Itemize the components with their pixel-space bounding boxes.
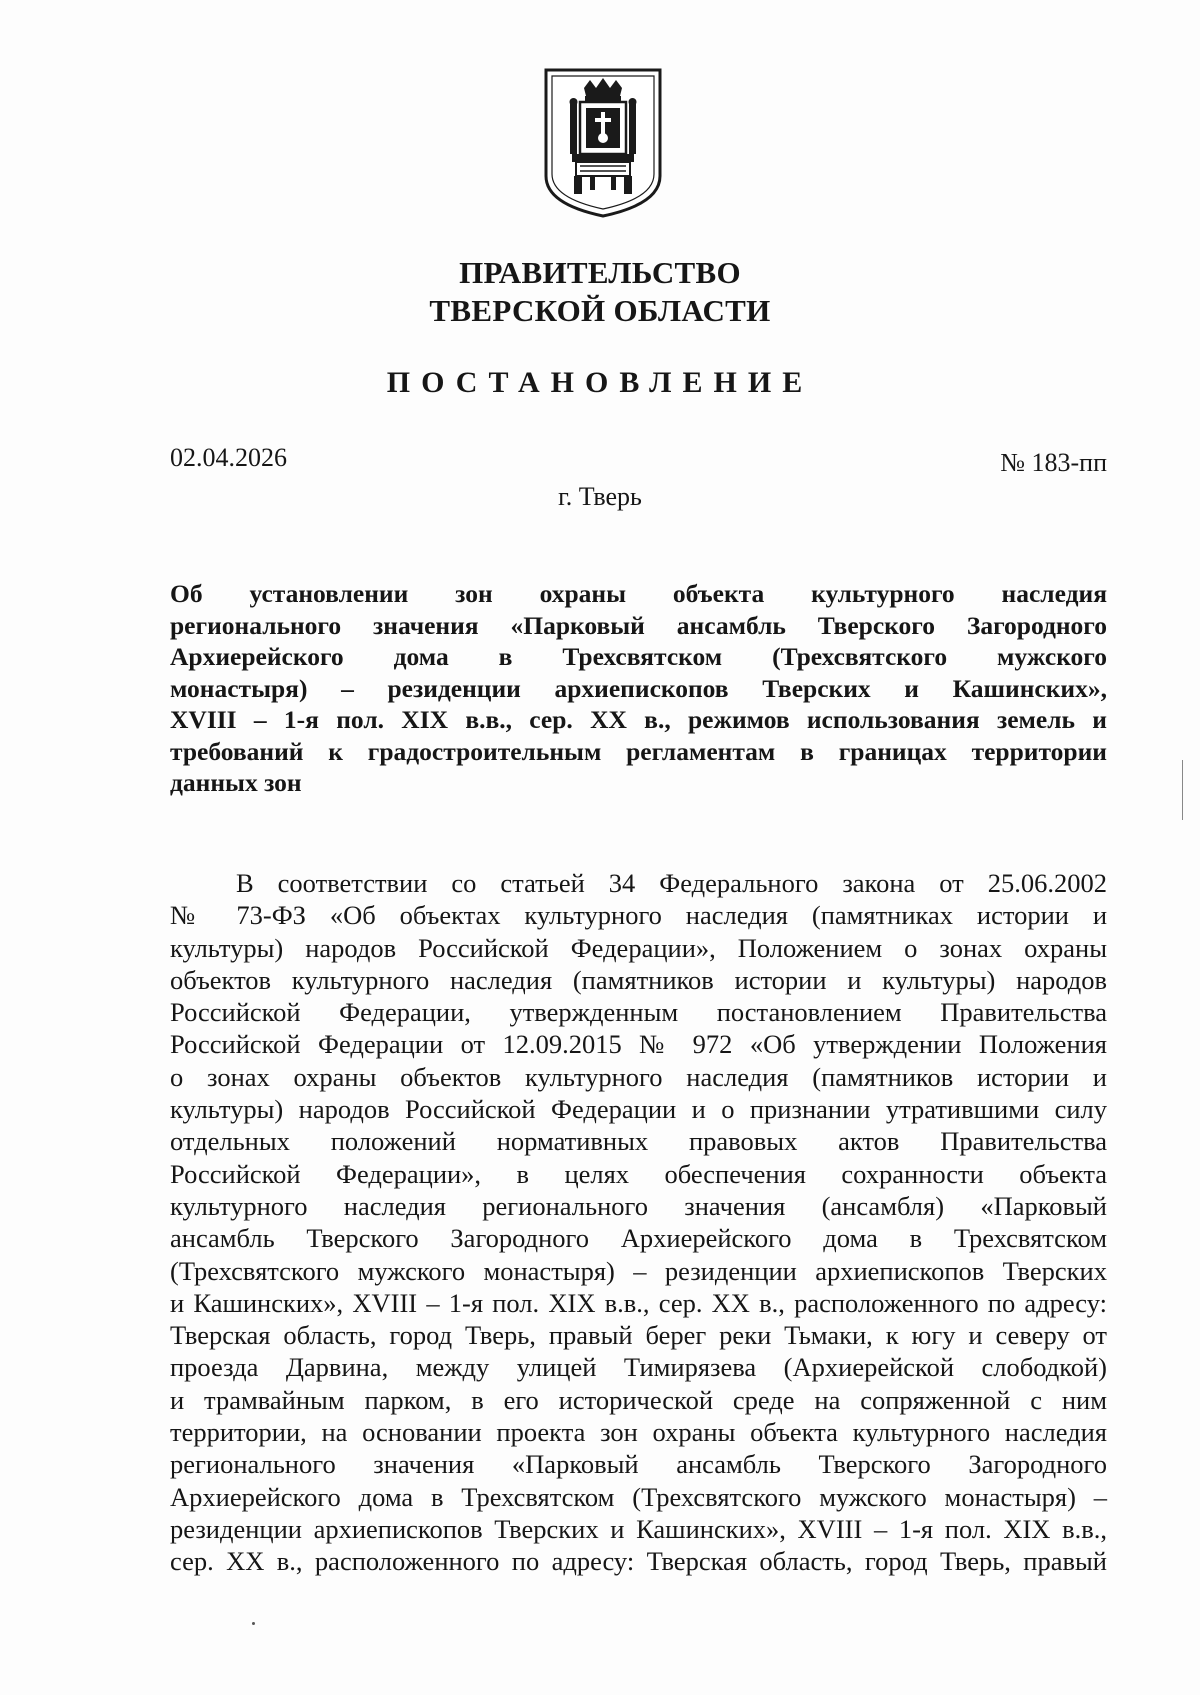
body-line: Российской Федерации от 12.09.2015 № 972 «Об утверждении Положения (170, 1029, 1107, 1060)
body-line: ансамбль Тверского Загородного Архиерейского дома в Трехсвятском (170, 1223, 1107, 1254)
subject-line: данных зон (170, 768, 302, 797)
org-name-line2: ТВЕРСКОЙ ОБЛАСТИ (429, 293, 771, 328)
body-line: сер. XX в., расположенного по адресу: Тверская область, город Тверь, правый (170, 1546, 1107, 1577)
body-line: Российской Федерации», в целях обеспечения сохранности объекта (170, 1158, 1107, 1189)
document-date: 02.04.2026 (170, 443, 287, 472)
body-line: территории, на основании проекта зон охраны объекта культурного наследия (170, 1417, 1107, 1448)
body-line: проезда Дарвина, между улицей Тимирязева (Архиерейской слободкой) (170, 1352, 1107, 1383)
body-line: о зонах охраны объектов культурного наследия (памятников истории и (170, 1061, 1107, 1092)
body-line: Российской Федерации, утвержденным постановлением Правительства (170, 997, 1107, 1028)
body-line: культуры) народов Российской Федерации и о признании утратившими силу (170, 1094, 1107, 1125)
subject-line: монастыря) – резиденции архиепископов Тверских и Кашинских», (170, 673, 1107, 703)
body-line: резиденции архиепископов Тверских и Кашинских», XVIII – 1-я пол. XIX в.в., (170, 1513, 1107, 1544)
body-line: регионального значения «Парковый ансамбль Тверского Загородного (170, 1449, 1107, 1480)
subject-line: требований к градостроительным регламентам в границах территории (170, 736, 1107, 766)
scan-edge-mark (1182, 760, 1183, 820)
body-line: В соответствии со статьей 34 Федерального закона от 25.06.2002 (236, 868, 1107, 898)
document-subject (170, 578, 1107, 799)
body-line: и трамвайным парком, в его исторической среде на сопряженной с ним (170, 1384, 1107, 1415)
body-line: № 73-ФЗ «Об объектах культурного наследия (памятниках истории и (170, 900, 1107, 931)
body-line: объектов культурного наследия (памятников истории и культуры) народов (170, 964, 1107, 995)
subject-line: Архиерейского дома в Трехсвятском (Трехсвятского мужского (170, 642, 1107, 671)
tver-coat-of-arms-icon (540, 64, 666, 220)
body-line: отдельных положений нормативных правовых актов Правительства (170, 1126, 1107, 1157)
scan-speck (252, 1622, 255, 1625)
document-city: г. Тверь (558, 482, 642, 511)
subject-line: XVIII – 1-я пол. XIX в.в., сер. XX в., режимов использования земель и (170, 705, 1107, 734)
document-type: ПОСТАНОВЛЕНИЕ (386, 366, 814, 399)
subject-line: регионального значения «Парковый ансамбль Тверского Загородного (170, 610, 1107, 640)
body-line: и Кашинских», XVIII – 1-я пол. XIX в.в., сер. XX в., расположенного по адресу: (170, 1287, 1107, 1318)
org-name-line1: ПРАВИТЕЛЬСТВО (459, 255, 741, 290)
body-line: (Трехсвятского мужского монастыря) – резиденции архиепископов Тверских (170, 1255, 1107, 1286)
body-line: культурного наследия регионального значения (ансамбля) «Парковый (170, 1190, 1107, 1221)
document-body (170, 867, 1107, 1578)
body-line: Тверская область, город Тверь, правый берег реки Тьмаки, к югу и северу от (170, 1320, 1107, 1351)
document-number: № 183-пп (1000, 448, 1107, 477)
body-line: культуры) народов Российской Федерации», Положением о зонах охраны (170, 932, 1107, 963)
body-line: Архиерейского дома в Трехсвятском (Трехсвятского мужского монастыря) – (170, 1481, 1107, 1512)
subject-line: Об установлении зон охраны объекта культурного наследия (170, 579, 1107, 608)
